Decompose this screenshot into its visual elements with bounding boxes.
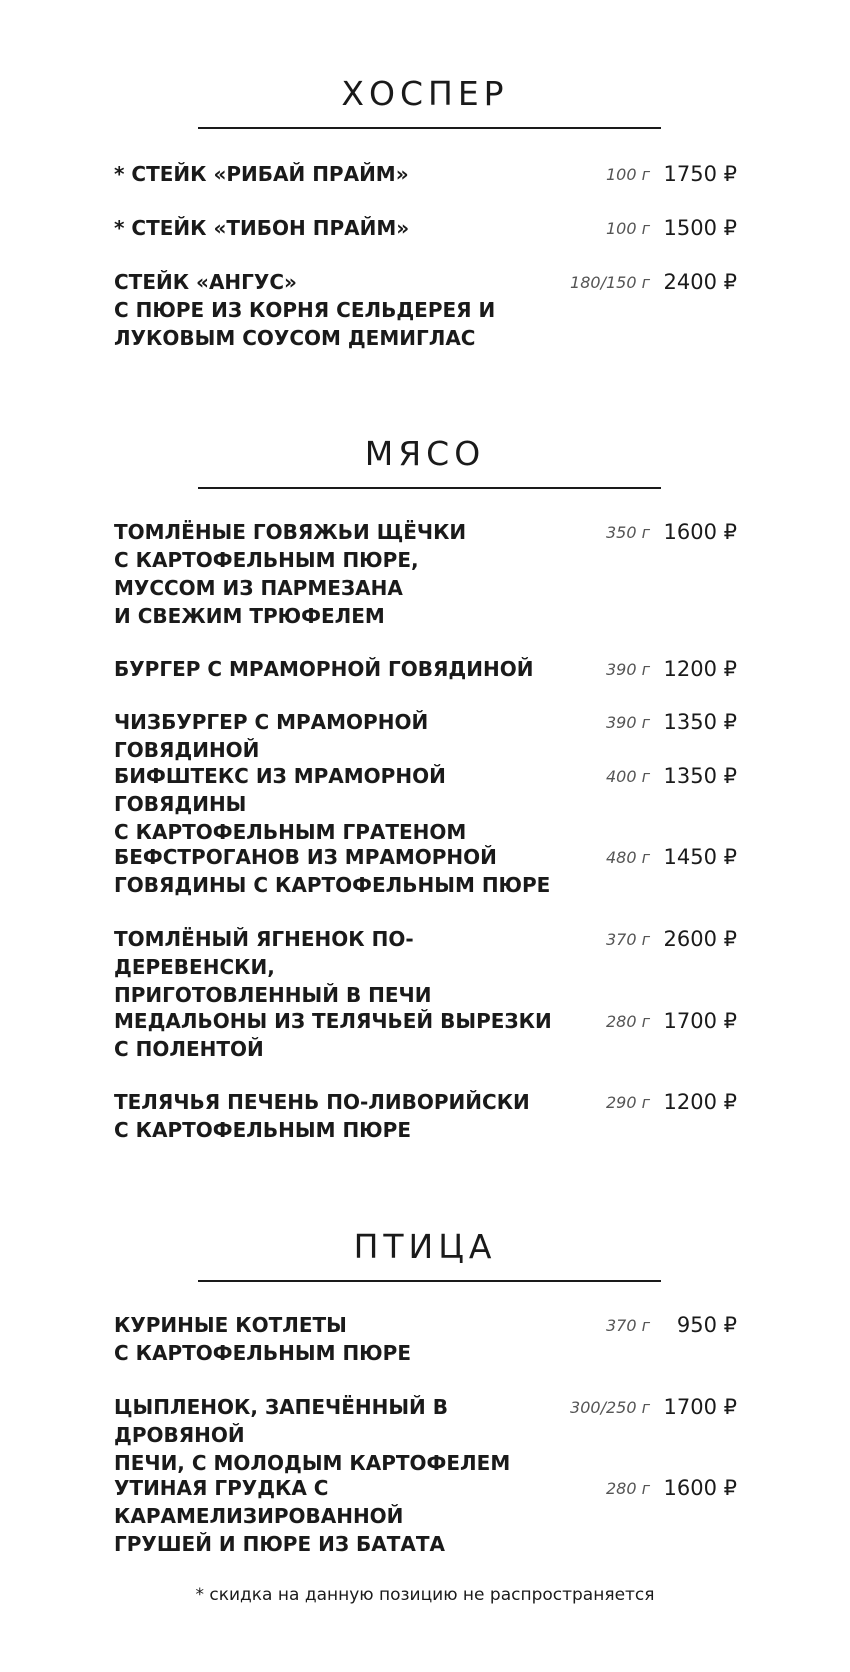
item-price: 1200 ₽ <box>663 657 737 681</box>
item-name: БУРГЕР С МРАМОРНОЙ ГОВЯДИНОЙ <box>114 657 534 681</box>
item-weight: 390 г <box>605 660 650 679</box>
item-name: ТОМЛЁНЫЕ ГОВЯЖЬИ ЩЁЧКИ С КАРТОФЕЛЬНЫМ ПЮРЕ, МУССОМ ИЗ ПАРМЕЗАНА И СВЕЖИМ ТРЮФЕЛЕМ <box>114 520 467 628</box>
section-divider <box>198 487 661 489</box>
item-price: 2600 ₽ <box>663 927 737 951</box>
item-name: ЧИЗБУРГЕР С МРАМОРНОЙ ГОВЯДИНОЙ <box>114 710 429 762</box>
item-price: 1700 ₽ <box>663 1395 737 1419</box>
item-name: КУРИНЫЕ КОТЛЕТЫ С КАРТОФЕЛЬНЫМ ПЮРЕ <box>114 1313 411 1365</box>
item-weight: 280 г <box>605 1479 650 1498</box>
item-weight: 100 г <box>605 165 650 184</box>
item-name: ЦЫПЛЕНОК, ЗАПЕЧЁННЫЙ В ДРОВЯНОЙ ПЕЧИ, С МОЛОДЫМ КАРТОФЕЛЕМ <box>114 1395 511 1475</box>
item-name: ТЕЛЯЧЬЯ ПЕЧЕНЬ ПО-ЛИВОРИЙСКИ С КАРТОФЕЛЬНЫМ ПЮРЕ <box>114 1090 530 1142</box>
item-price: 1500 ₽ <box>663 216 737 240</box>
item-price: 1600 ₽ <box>663 520 737 544</box>
item-weight: 350 г <box>605 523 650 542</box>
item-weight: 280 г <box>605 1012 650 1031</box>
item-name: УТИНАЯ ГРУДКА С КАРАМЕЛИЗИРОВАННОЙ ГРУШЕЙ И ПЮРЕ ИЗ БАТАТА <box>114 1476 445 1556</box>
item-weight: 480 г <box>605 848 650 867</box>
footnote: * скидка на данную позицию не распространяется <box>195 1585 655 1605</box>
item-weight: 370 г <box>605 1316 650 1335</box>
item-price: 1350 ₽ <box>663 710 737 734</box>
item-weight: 180/150 г <box>570 273 650 292</box>
section-divider <box>198 1280 661 1282</box>
item-price: 950 ₽ <box>676 1313 737 1337</box>
item-weight: 100 г <box>605 219 650 238</box>
item-weight: 390 г <box>605 713 650 732</box>
item-name: МЕДАЛЬОНЫ ИЗ ТЕЛЯЧЬЕЙ ВЫРЕЗКИ С ПОЛЕНТОЙ <box>114 1009 552 1061</box>
item-price: 1700 ₽ <box>663 1009 737 1033</box>
item-weight: 370 г <box>605 930 650 949</box>
section-title-hosper: ХОСПЕР <box>341 74 509 113</box>
item-name: СТЕЙК «АНГУС» С ПЮРЕ ИЗ КОРНЯ СЕЛЬДЕРЕЯ И ЛУКОВЫМ СОУСОМ ДЕМИГЛАС <box>114 270 496 350</box>
item-weight: 400 г <box>605 767 650 786</box>
item-price: 1350 ₽ <box>663 764 737 788</box>
item-name: ТОМЛЁНЫЙ ЯГНЕНОК ПО-ДЕРЕВЕНСКИ, ПРИГОТОВЛЕННЫЙ В ПЕЧИ <box>114 927 432 1007</box>
item-price: 1450 ₽ <box>663 845 737 869</box>
item-weight: 300/250 г <box>570 1398 650 1417</box>
item-price: 1600 ₽ <box>663 1476 737 1500</box>
section-divider <box>198 127 661 129</box>
item-name: БИФШТЕКС ИЗ МРАМОРНОЙ ГОВЯДИНЫ С КАРТОФЕЛЬНЫМ ГРАТЕНОМ <box>114 764 467 844</box>
item-name: * СТЕЙК «РИБАЙ ПРАЙМ» <box>114 162 409 186</box>
item-price: 1200 ₽ <box>663 1090 737 1114</box>
item-price: 1750 ₽ <box>663 162 737 186</box>
section-title-meat: МЯСО <box>364 434 486 473</box>
item-weight: 290 г <box>605 1093 650 1112</box>
section-title-poultry: ПТИЦА <box>353 1227 497 1266</box>
item-name: БЕФСТРОГАНОВ ИЗ МРАМОРНОЙ ГОВЯДИНЫ С КАРТОФЕЛЬНЫМ ПЮРЕ <box>114 845 551 897</box>
item-name: * СТЕЙК «ТИБОН ПРАЙМ» <box>114 216 410 240</box>
item-price: 2400 ₽ <box>663 270 737 294</box>
